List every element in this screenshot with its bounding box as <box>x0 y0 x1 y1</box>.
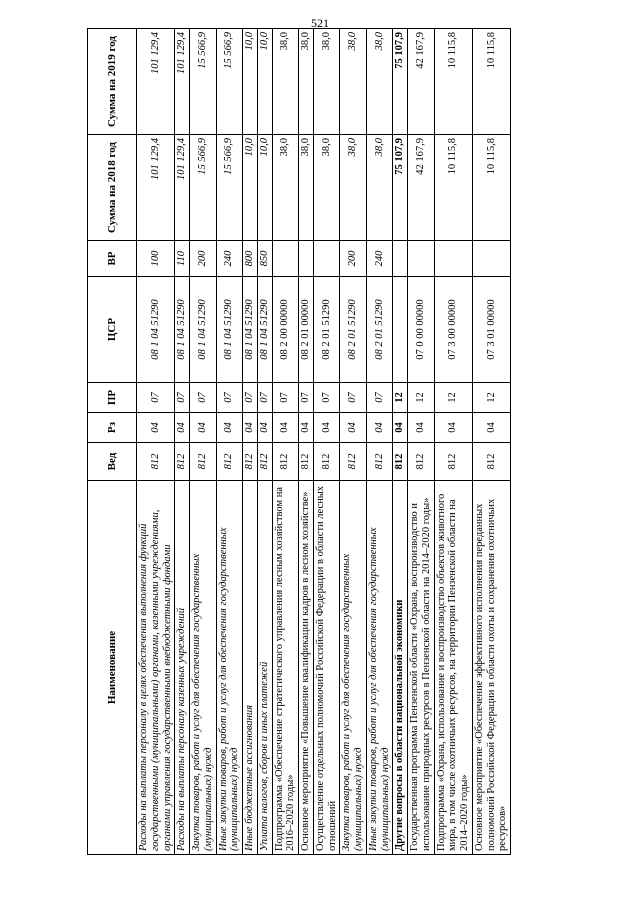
cell-sum-2019: 10,0 <box>257 29 272 135</box>
cell-csr: 08 1 04 51290 <box>257 277 272 383</box>
cell-sum-2019: 10,0 <box>243 29 258 135</box>
cell-pr: 07 <box>299 383 314 413</box>
cell-sum-2018: 75 107,9 <box>393 135 408 241</box>
cell-vr <box>408 241 435 277</box>
cell-sum-2018: 10,0 <box>257 135 272 241</box>
cell-name: Уплата налогов, сборов и иных платежей <box>257 481 272 855</box>
cell-name: Основное мероприятие «Повышение квалификации кадров в лесном хозяйстве» <box>299 481 314 855</box>
cell-name: Расходы на выплаты персоналу казенных учреждений <box>175 481 190 855</box>
cell-sum-2018: 38,0 <box>299 135 314 241</box>
table-row <box>366 29 393 855</box>
cell-sum-2018: 10 115,8 <box>434 135 472 241</box>
cell-name: Основное мероприятие «Обеспечение эффективного исполнения переданных полномочий Российской Федерации в области охоты и сохранения охотничьих ресурсов» <box>472 481 510 855</box>
cell-csr: 08 2 01 51290 <box>313 277 340 383</box>
cell-rz: 04 <box>393 413 408 443</box>
cell-sum-2018: 101 129,4 <box>137 135 175 241</box>
cell-sum-2019: 10 115,8 <box>472 29 510 135</box>
cell-ved: 812 <box>340 443 367 481</box>
cell-csr: 07 3 01 00000 <box>472 277 510 383</box>
cell-rz: 04 <box>175 413 190 443</box>
cell-vr: 200 <box>340 241 367 277</box>
cell-rz: 04 <box>434 413 472 443</box>
cell-ved: 812 <box>216 443 243 481</box>
budget-table <box>87 28 511 855</box>
cell-vr <box>434 241 472 277</box>
cell-name: Подпрограмма «Охрана, использование и воспроизводство объектов животного мира, в том числе охотничьих ресурсов, на территории Пензенской области на 2014–2020 годы» <box>434 481 472 855</box>
col-header-pr: ПР <box>88 383 137 413</box>
col-header-name: Наименование <box>88 481 137 855</box>
cell-sum-2018: 15 566,9 <box>216 135 243 241</box>
cell-csr: 08 2 01 51290 <box>366 277 393 383</box>
cell-sum-2019: 42 167,9 <box>408 29 435 135</box>
cell-name: Подпрограмма «Обеспечение стратегического управления лесным хозяйством на 2016–2020 годы» <box>272 481 299 855</box>
cell-pr: 07 <box>216 383 243 413</box>
table-row <box>137 29 175 855</box>
cell-csr: 08 1 04 51290 <box>216 277 243 383</box>
cell-rz: 04 <box>243 413 258 443</box>
cell-ved: 812 <box>137 443 175 481</box>
cell-rz: 04 <box>272 413 299 443</box>
table-row <box>472 29 510 855</box>
col-header-ved: Вед <box>88 443 137 481</box>
cell-pr: 07 <box>257 383 272 413</box>
cell-pr: 12 <box>408 383 435 413</box>
cell-ved: 812 <box>272 443 299 481</box>
table-row <box>434 29 472 855</box>
cell-sum-2019: 38,0 <box>366 29 393 135</box>
table-row <box>299 29 314 855</box>
table-header-row <box>88 29 137 855</box>
page-number: 521 <box>311 16 329 30</box>
cell-pr: 12 <box>472 383 510 413</box>
cell-ved: 812 <box>434 443 472 481</box>
cell-rz: 04 <box>257 413 272 443</box>
col-header-rz: Рз <box>88 413 137 443</box>
cell-pr: 07 <box>313 383 340 413</box>
cell-vr: 850 <box>257 241 272 277</box>
cell-pr: 12 <box>434 383 472 413</box>
cell-csr: 08 2 01 00000 <box>299 277 314 383</box>
table-row <box>408 29 435 855</box>
cell-ved: 812 <box>393 443 408 481</box>
cell-vr: 800 <box>243 241 258 277</box>
cell-vr: 110 <box>175 241 190 277</box>
cell-pr: 07 <box>272 383 299 413</box>
table-row <box>190 29 217 855</box>
col-header-sum-2019: Сумма на 2019 год <box>88 29 137 135</box>
col-header-sum-2018: Сумма на 2018 год <box>88 135 137 241</box>
cell-rz: 04 <box>299 413 314 443</box>
cell-sum-2018: 38,0 <box>366 135 393 241</box>
cell-sum-2018: 38,0 <box>313 135 340 241</box>
cell-pr: 07 <box>340 383 367 413</box>
cell-pr: 07 <box>243 383 258 413</box>
cell-pr: 07 <box>137 383 175 413</box>
cell-name: Закупка товаров, работ и услуг для обеспечения государственных (муниципальных) нужд <box>340 481 367 855</box>
cell-sum-2018: 10 115,8 <box>472 135 510 241</box>
table-row <box>216 29 243 855</box>
cell-name: Иные закупки товаров, работ и услуг для обеспечения государственных (муниципальных) нужд <box>216 481 243 855</box>
cell-sum-2019: 101 129,4 <box>137 29 175 135</box>
cell-csr: 07 3 00 00000 <box>434 277 472 383</box>
cell-rz: 04 <box>472 413 510 443</box>
cell-sum-2019: 38,0 <box>340 29 367 135</box>
cell-rz: 04 <box>137 413 175 443</box>
cell-rz: 04 <box>216 413 243 443</box>
cell-ved: 812 <box>408 443 435 481</box>
cell-vr: 100 <box>137 241 175 277</box>
cell-name: Закупка товаров, работ и услуг для обеспечения государственных (муниципальных) нужд <box>190 481 217 855</box>
cell-sum-2018: 42 167,9 <box>408 135 435 241</box>
cell-sum-2018: 15 566,9 <box>190 135 217 241</box>
cell-vr: 240 <box>366 241 393 277</box>
cell-rz: 04 <box>190 413 217 443</box>
cell-rz: 04 <box>366 413 393 443</box>
cell-sum-2018: 38,0 <box>340 135 367 241</box>
cell-csr: 07 0 00 00000 <box>408 277 435 383</box>
cell-sum-2019: 10 115,8 <box>434 29 472 135</box>
cell-vr: 240 <box>216 241 243 277</box>
cell-sum-2019: 15 566,9 <box>190 29 217 135</box>
cell-name: Иные закупки товаров, работ и услуг для обеспечения государственных (муниципальных) нужд <box>366 481 393 855</box>
cell-csr <box>393 277 408 383</box>
table-row <box>257 29 272 855</box>
cell-vr <box>472 241 510 277</box>
cell-vr: 200 <box>190 241 217 277</box>
cell-csr: 08 1 04 51290 <box>175 277 190 383</box>
table-row <box>393 29 408 855</box>
cell-ved: 812 <box>472 443 510 481</box>
cell-vr <box>272 241 299 277</box>
cell-csr: 08 1 04 51290 <box>137 277 175 383</box>
table-row <box>243 29 258 855</box>
cell-name: Государственная программа Пензенской области «Охрана, воспроизводство и использование природных ресурсов в Пензенской области на 2014–2020 годы» <box>408 481 435 855</box>
cell-sum-2019: 15 566,9 <box>216 29 243 135</box>
cell-pr: 07 <box>175 383 190 413</box>
cell-sum-2019: 38,0 <box>272 29 299 135</box>
cell-sum-2018: 10,0 <box>243 135 258 241</box>
col-header-vr: ВР <box>88 241 137 277</box>
cell-csr: 08 2 01 51290 <box>340 277 367 383</box>
table-row <box>272 29 299 855</box>
cell-name: Другие вопросы в области национальной экономики <box>393 481 408 855</box>
cell-csr: 08 2 00 00000 <box>272 277 299 383</box>
cell-vr <box>313 241 340 277</box>
cell-pr: 07 <box>366 383 393 413</box>
cell-sum-2019: 101 129,4 <box>175 29 190 135</box>
cell-name: Иные бюджетные ассигнования <box>243 481 258 855</box>
cell-rz: 04 <box>340 413 367 443</box>
cell-pr: 12 <box>393 383 408 413</box>
cell-ved: 812 <box>243 443 258 481</box>
cell-csr: 08 1 04 51290 <box>190 277 217 383</box>
cell-ved: 812 <box>299 443 314 481</box>
cell-sum-2019: 75 107,9 <box>393 29 408 135</box>
cell-ved: 812 <box>366 443 393 481</box>
cell-ved: 812 <box>175 443 190 481</box>
cell-ved: 812 <box>257 443 272 481</box>
cell-vr <box>299 241 314 277</box>
cell-csr: 08 1 04 51290 <box>243 277 258 383</box>
table-row <box>313 29 340 855</box>
cell-sum-2019: 38,0 <box>299 29 314 135</box>
cell-name: Расходы на выплаты персоналу в целях обеспечения выполнения функций государственными (муниципальными) органами, казенными учреждениями, органами управления государственными внебюджетными фондами <box>137 481 175 855</box>
col-header-csr: ЦСР <box>88 277 137 383</box>
cell-ved: 812 <box>313 443 340 481</box>
cell-sum-2018: 38,0 <box>272 135 299 241</box>
table-row <box>175 29 190 855</box>
cell-ved: 812 <box>190 443 217 481</box>
cell-name: Осуществление отдельных полномочий Российской Федерации в области лесных отношений <box>313 481 340 855</box>
budget-table-container <box>87 29 573 855</box>
cell-rz: 04 <box>408 413 435 443</box>
cell-sum-2019: 38,0 <box>313 29 340 135</box>
cell-sum-2018: 101 129,4 <box>175 135 190 241</box>
table-row <box>340 29 367 855</box>
cell-pr: 07 <box>190 383 217 413</box>
cell-rz: 04 <box>313 413 340 443</box>
cell-vr <box>393 241 408 277</box>
